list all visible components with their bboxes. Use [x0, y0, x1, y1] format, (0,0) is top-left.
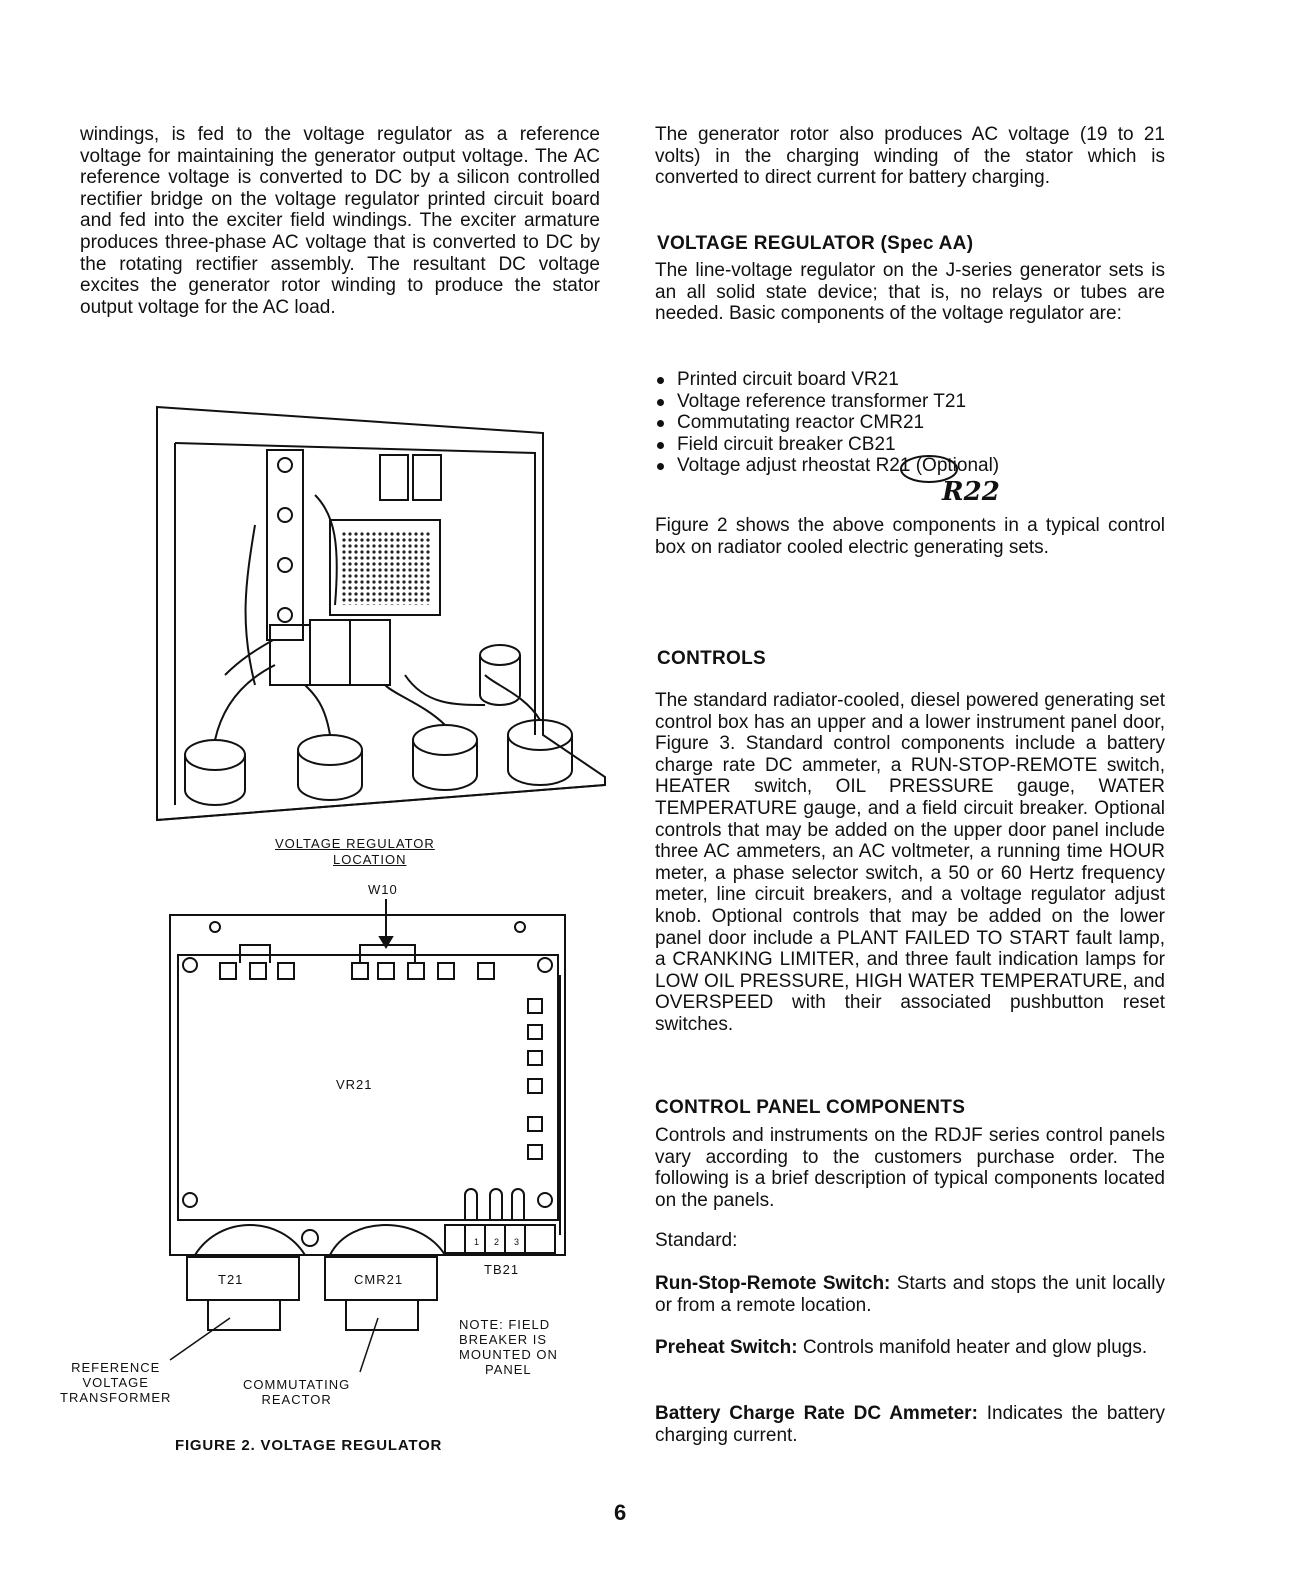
- w10-label: W10: [368, 882, 398, 897]
- intro-paragraph: The generator rotor also produces AC voltage (19 to 21 volts) in the charging winding of the stator which is converted to direct current for battery charging.: [655, 124, 1165, 189]
- component-item: Voltage adjust rheostat R21 (Optional): [655, 455, 1175, 477]
- control-panel-components-heading: CONTROL PANEL COMPONENTS: [655, 1097, 966, 1118]
- item-run-stop-remote: Run-Stop-Remote Switch: Starts and stops the unit locally or from a remote location.: [655, 1273, 1165, 1316]
- component-item: Voltage reference transformer T21: [655, 391, 1175, 413]
- voltage-regulator-paragraph: The line-voltage regulator on the J-series generator sets is an all solid state device; that is, no relays or tubes are needed. Basic components of the voltage regulator are:: [655, 260, 1165, 325]
- reference-voltage-transformer-callout: REFERENCE VOLTAGE TRANSFORMER: [60, 1360, 172, 1405]
- controls-heading: CONTROLS: [657, 648, 767, 669]
- page-number: 6: [614, 1500, 627, 1525]
- vr21-label: VR21: [336, 1077, 373, 1092]
- voltage-regulator-location-photo: [155, 405, 610, 825]
- field-breaker-note: NOTE: FIELD BREAKER IS MOUNTED ON PANEL: [459, 1317, 558, 1377]
- commutating-reactor-callout: COMMUTATING REACTOR: [243, 1377, 351, 1407]
- item-battery-ammeter: Battery Charge Rate DC Ammeter: Indicates the battery charging current.: [655, 1403, 1165, 1446]
- control-panel-paragraph: Controls and instruments on the RDJF series control panels vary according to the customers purchase order. The following is a brief description of typical components located on the panels.: [655, 1125, 1165, 1211]
- photo-caption-line1: VOLTAGE REGULATOR: [275, 836, 435, 851]
- tb-terminal-3: 3: [514, 1237, 521, 1247]
- tb-terminal-2: 2: [494, 1237, 501, 1247]
- left-paragraph: windings, is fed to the voltage regulator as a reference voltage for maintaining the generator output voltage. The AC reference voltage is converted to DC by a silicon controlled rectifier bridge on the voltage regulator printed circuit board and fed into the exciter field windings. The exciter armature produces three-phase AC voltage that is converted to DC by the rotating rectifier assembly. The resultant DC voltage excites the generator rotor winding to produce the stator output voltage for the AC load.: [80, 124, 600, 318]
- figure-reference-paragraph: Figure 2 shows the above components in a typical control box on radiator cooled electric generating sets.: [655, 515, 1165, 558]
- standard-label: Standard:: [655, 1230, 738, 1251]
- component-item: Printed circuit board VR21: [655, 369, 1175, 391]
- component-item: Field circuit breaker CB21: [655, 434, 1175, 456]
- component-item: Commutating reactor CMR21: [655, 412, 1175, 434]
- controls-paragraph: The standard radiator-cooled, diesel powered generating set control box has an upper and a lower instrument panel door, Figure 3. Standard control components include a battery charge rate DC ammeter, a RUN-STOP-REMOTE switch, HEATER switch, OIL PRESSURE gauge, WATER TEMPERATURE gauge, and a field circuit breaker. Optional controls that may be added on the upper door panel include three AC ammeters, an AC voltmeter, a running time HOUR meter, a phase selector switch, a 50 or 60 Hertz frequency meter, line circuit breakers, and a voltage regulator adjust knob. Optional controls that may be added on the lower panel door include a PLANT FAILED TO START fault lamp, a CRANKING LIMITER, and three fault indication lamps for LOW OIL PRESSURE, HIGH WATER TEMPERATURE, and OVERSPEED with their associated pushbutton reset switches.: [655, 690, 1165, 1035]
- figure-caption: FIGURE 2. VOLTAGE REGULATOR: [175, 1437, 443, 1454]
- photo-caption-line2: LOCATION: [333, 852, 407, 867]
- tb-terminal-1: 1: [474, 1237, 481, 1247]
- handwritten-note: R22: [942, 477, 1000, 507]
- tb21-label: TB21: [484, 1262, 520, 1277]
- voltage-regulator-heading: VOLTAGE REGULATOR (Spec AA): [657, 233, 974, 254]
- t21-label: T21: [218, 1272, 244, 1287]
- item-preheat-switch: Preheat Switch: Controls manifold heater and glow plugs.: [655, 1337, 1148, 1358]
- cmr21-label: CMR21: [354, 1272, 404, 1287]
